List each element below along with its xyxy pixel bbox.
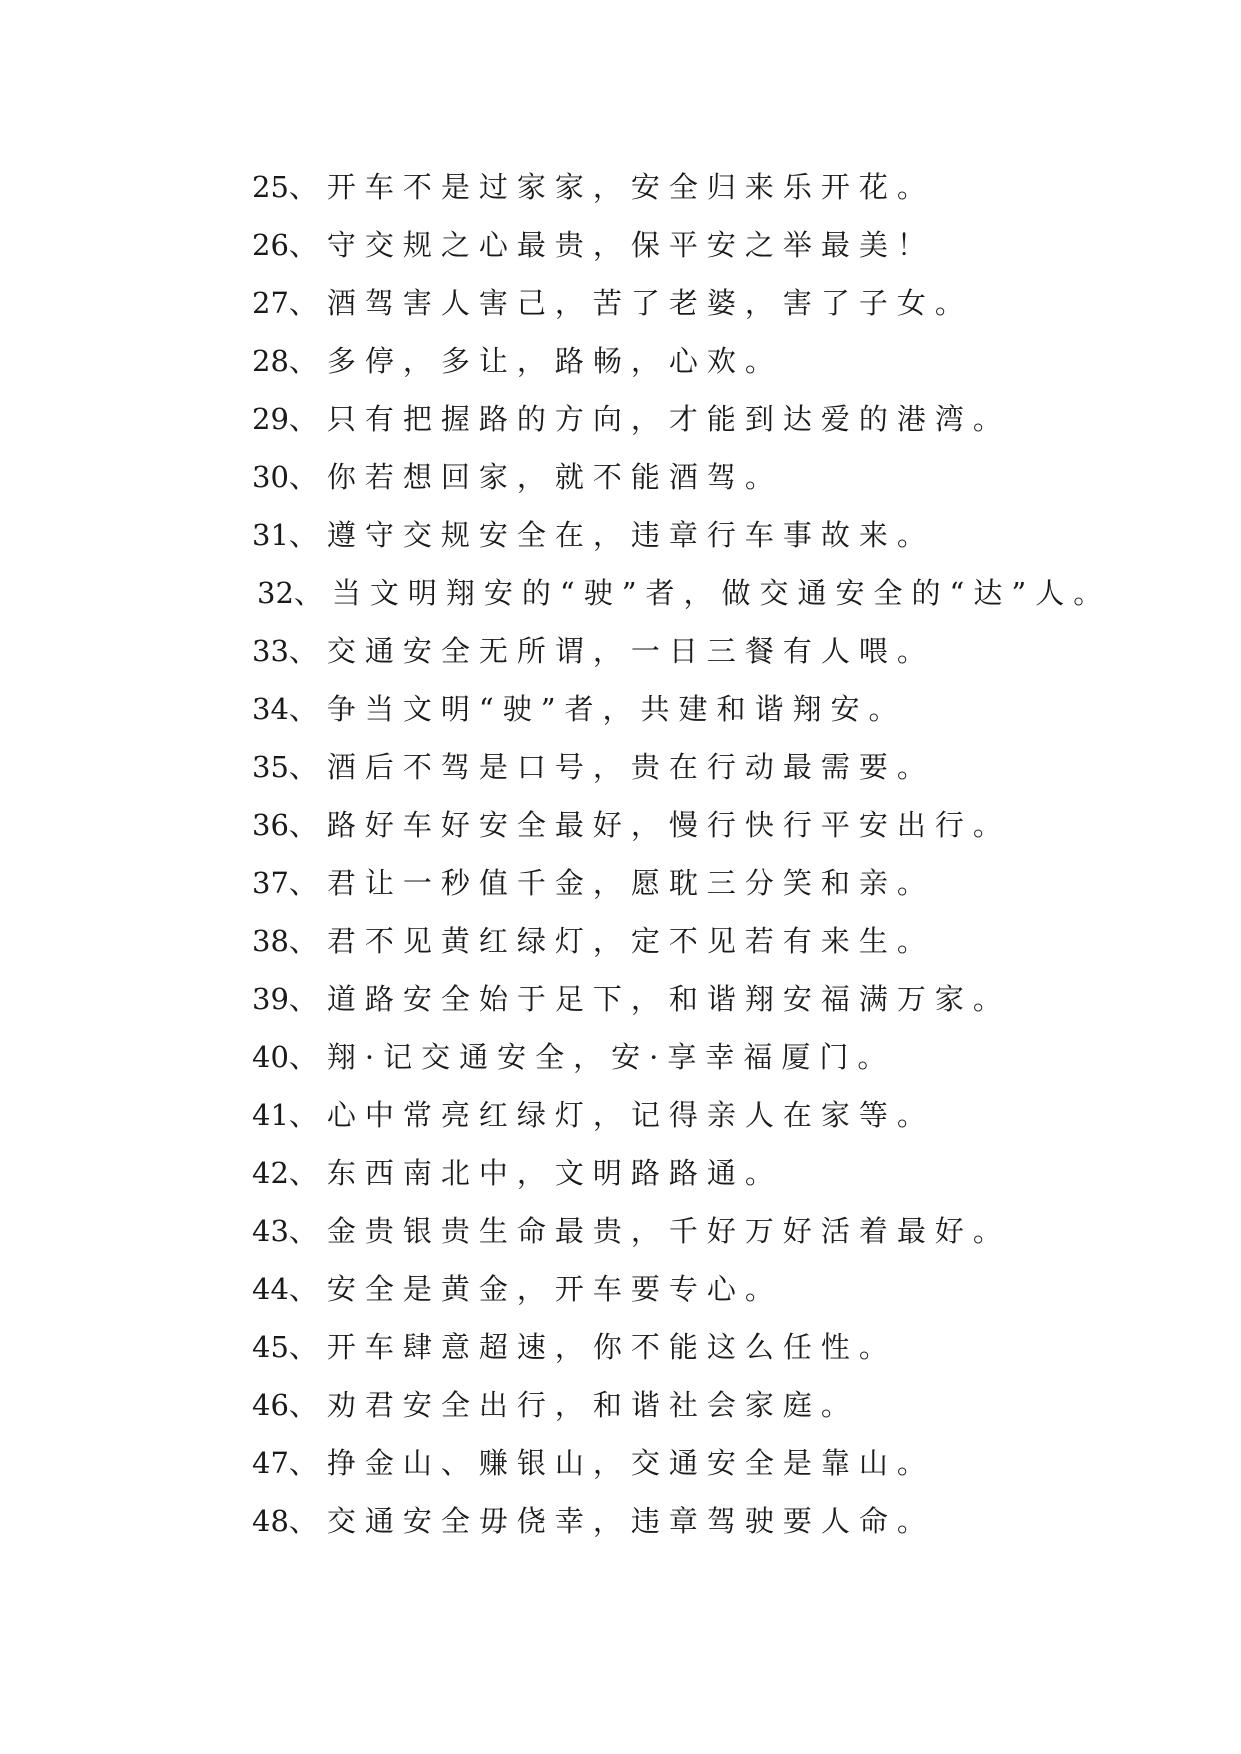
- item-text: 、你若想回家，就不能酒驾。: [288, 460, 783, 494]
- item-number: 42: [252, 1156, 289, 1190]
- item-number: 47: [252, 1446, 289, 1480]
- list-item: [252, 1144, 1212, 1202]
- item-text: 、安全是黄金，开车要专心。: [288, 1272, 783, 1306]
- item-number: 45: [252, 1330, 289, 1364]
- item-text: 、开车不是过家家，安全归来乐开花。: [288, 170, 935, 204]
- item-number: 31: [252, 518, 289, 552]
- item-number: 44: [252, 1272, 289, 1306]
- item-number: 39: [252, 982, 289, 1016]
- list-item: [252, 1260, 1212, 1318]
- list-item: [252, 738, 1212, 796]
- item-number: 34: [252, 692, 289, 726]
- list-item: [252, 390, 1212, 448]
- item-text: 、道路安全始于足下，和谐翔安福满万家。: [288, 982, 1011, 1016]
- slogan-list: [252, 158, 1212, 1550]
- item-text: 、路好车好安全最好，慢行快行平安出行。: [288, 808, 1011, 842]
- item-number: 40: [252, 1040, 289, 1074]
- item-number: 33: [252, 634, 289, 668]
- list-item: [252, 1086, 1212, 1144]
- list-item: [252, 506, 1212, 564]
- item-text: 、挣金山、赚银山，交通安全是靠山。: [288, 1446, 935, 1480]
- item-text: 、多停，多让，路畅，心欢。: [288, 344, 783, 378]
- list-item: [252, 854, 1212, 912]
- list-item: [252, 796, 1212, 854]
- list-item: [252, 680, 1212, 738]
- item-text: 、只有把握路的方向，才能到达爱的港湾。: [288, 402, 1011, 436]
- list-item: [252, 970, 1212, 1028]
- item-number: 36: [252, 808, 289, 842]
- list-item: [252, 274, 1212, 332]
- item-text: 、争当文明“驶”者，共建和谐翔安。: [288, 692, 907, 726]
- item-number: 29: [252, 402, 289, 436]
- item-text: 、君不见黄红绿灯，定不见若有来生。: [288, 924, 935, 958]
- item-number: 37: [252, 866, 289, 900]
- item-number: 41: [252, 1098, 289, 1132]
- list-item: [252, 448, 1212, 506]
- item-text: 、劝君安全出行，和谐社会家庭。: [288, 1388, 859, 1422]
- list-item: [252, 564, 1212, 622]
- item-number: 46: [252, 1388, 289, 1422]
- item-text: 、金贵银贵生命最贵，千好万好活着最好。: [288, 1214, 1011, 1248]
- item-number: 28: [252, 344, 289, 378]
- item-number: 43: [252, 1214, 289, 1248]
- item-text: 、东西南北中，文明路路通。: [288, 1156, 783, 1190]
- list-item: [252, 622, 1212, 680]
- list-item: [252, 1318, 1212, 1376]
- list-item: [252, 1376, 1212, 1434]
- item-text: 、酒后不驾是口号，贵在行动最需要。: [288, 750, 935, 784]
- item-text: 、守交规之心最贵，保平安之举最美！: [288, 228, 935, 262]
- item-text: 、当文明翔安的“驶”者，做交通安全的“达”人。: [293, 576, 1112, 610]
- item-number: 27: [252, 286, 289, 320]
- item-text: 、君让一秒值千金，愿耽三分笑和亲。: [288, 866, 935, 900]
- list-item: [252, 1492, 1212, 1550]
- item-text: 、心中常亮红绿灯，记得亲人在家等。: [288, 1098, 935, 1132]
- item-text: 、开车肆意超速，你不能这么任性。: [288, 1330, 897, 1364]
- list-item: [252, 216, 1212, 274]
- item-text: 、翔·记交通安全，安·享幸福厦门。: [288, 1040, 896, 1074]
- item-text: 、交通安全毋侥幸，违章驾驶要人命。: [288, 1504, 935, 1538]
- list-item: [252, 332, 1212, 390]
- item-number: 26: [252, 228, 289, 262]
- list-item: [252, 158, 1212, 216]
- item-number: 35: [252, 750, 289, 784]
- item-number: 48: [252, 1504, 289, 1538]
- list-item: [252, 912, 1212, 970]
- item-text: 、酒驾害人害己，苦了老婆，害了子女。: [288, 286, 973, 320]
- item-text: 、交通安全无所谓，一日三餐有人喂。: [288, 634, 935, 668]
- item-number: 32: [257, 576, 294, 610]
- item-text: 、遵守交规安全在，违章行车事故来。: [288, 518, 935, 552]
- item-number: 25: [252, 170, 289, 204]
- list-item: [252, 1202, 1212, 1260]
- list-item: [252, 1028, 1212, 1086]
- item-number: 30: [252, 460, 289, 494]
- item-number: 38: [252, 924, 289, 958]
- list-item: [252, 1434, 1212, 1492]
